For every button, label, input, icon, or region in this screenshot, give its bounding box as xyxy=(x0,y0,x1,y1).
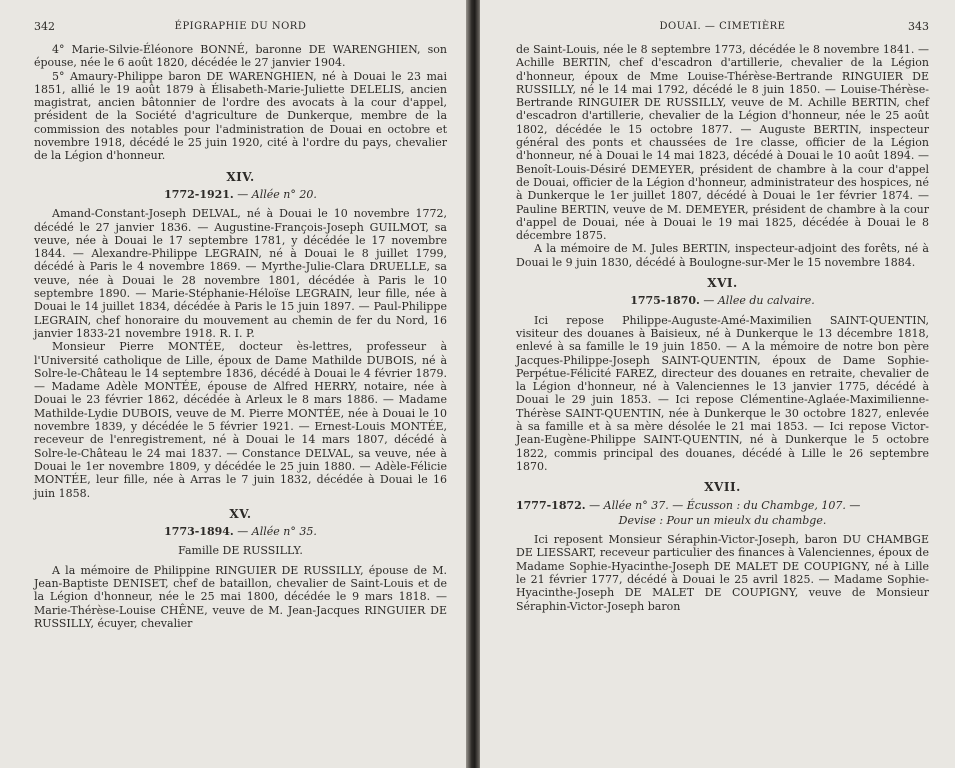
section-allee: — Allée n° 37. — Écusson : du Chambge, 107. — xyxy=(589,498,861,512)
left-page-body xyxy=(34,43,447,630)
section-allee: — Allée n° 35. xyxy=(237,525,317,539)
paragraph: Monsieur Pierre MONTÉE, docteur ès-lettres, professeur à l'Université catholique de Lille, époux de Dame Mathilde DUBOIS, né à Solre-le-Château le 14 septembre 1836, décédé à Douai le 4 février 1879. — Madame Adèle MONTÉE, épouse de Alfred HERRY, notaire, née à Douai le 23 février 1862, décédée à Arleux le 8 mars 1886. — Madame Mathilde-Lydie DUBOIS, veuve de M. Pierre MONTÉE, née à Douai le 10 novembre 1839, y décédée le 5 février 1921. — Ernest-Louis MONTÉE, receveur de l'enregistrement, né à Douai le 14 mars 1807, décédé à Solre-le-Château le 24 mai 1837. — Constance DELVAL, sa veuve, née à Douai le 1er novembre 1809, y décédée le 25 juin 1880. — Adèle-Félicie MONTÉE, leur fille, née à Arras le 7 juin 1832, décédée à Douai le 16 juin 1858. xyxy=(34,340,447,500)
paragraph: Ici reposent Monsieur Séraphin-Victor-Joseph, baron DU CHAMBGE DE LIESSART, receveur particulier des finances à Valenciennes, époux de Madame Sophie-Hyacinthe-Joseph DE MALET DE COUPIGNY, né à Lille le 21 février 1777, décédé à Douai le 25 avril 1825. — Madame Sophie-Hyacinthe-Joseph DE MALET DE COUPIGNY, veuve de Monsieur Séraphin-Victor-Joseph baron xyxy=(516,533,929,613)
paragraph: Amand-Constant-Joseph DELVAL, né à Douai le 10 novembre 1772, décédé le 27 janvier 1836. — Augustine-François-Joseph GUILMOT, sa veuve, née à Douai le 17 septembre 1781, y décédée le 17 novembre 1844. — Alexandre-Philippe LEGRAIN, né à Douai le 8 juillet 1799, décédé à Paris le 4 novembre 1869. — Myrthe-Julie-Clara DRUELLE, sa veuve, née à Douai le 28 novembre 1801, décédée à Paris le 10 septembre 1890. — Marie-Stéphanie-Héloïse LEGRAIN, leur fille, née à Douai le 14 juillet 1834, décédée à Paris le 15 juin 1897. — Paul-Philippe LEGRAIN, chef honoraire du mouvement au chemin de fer du Nord, 16 janvier 1833-21 novembre 1918. R. I. P. xyxy=(34,207,447,340)
section-heading xyxy=(34,188,447,201)
section-number: XVII. xyxy=(704,480,741,495)
section-devise: Devise : Pour un mieulx du chambge. xyxy=(618,513,827,527)
left-page xyxy=(0,0,468,768)
paragraph: 4° Marie-Silvie-Éléonore BONNÉ, baronne DE WARENGHIEN, son épouse, née le 6 août 1820, décédée le 27 janvier 1904. xyxy=(34,43,447,70)
section-number: XIV. xyxy=(226,169,255,184)
right-page-number: 343 xyxy=(908,20,929,33)
section-years: 1772-1921. xyxy=(164,187,234,201)
left-page-number: 342 xyxy=(34,20,55,33)
section-years: 1775-1870. xyxy=(630,294,700,308)
paragraph: 5° Amaury-Philippe baron DE WARENGHIEN, né à Douai le 23 mai 1851, allié le 19 août 1879 à Élisabeth-Marie-Juliette DELELIS, ancien magistrat, ancien bâtonnier de l'ordre des avocats à la cour d'appel, président de la Société d'agriculture de Dunkerque, membre de la commission des notables pour l'administration de Douai en octobre et novembre 1918, décédé le 25 juin 1920, cité à l'ordre du pays, chevalier de la Légion d'honneur. xyxy=(34,69,447,163)
right-page-body xyxy=(516,43,929,613)
section-heading xyxy=(34,525,447,538)
paragraph: Ici repose Philippe-Auguste-Amé-Maximilien SAINT-QUENTIN, visiteur des douanes à Baisieux, né à Dunkerque le 13 décembre 1818, enlevé à sa famille le 19 juin 1850. — A la mémoire de notre bon père Jacques-Philippe-Joseph SAINT-QUENTIN, époux de Dame Sophie-Perpétue-Félicité FAREZ, directeur des douanes en retraite, chevalier de la Légion d'honneur, né à Valenciennes le 13 janvier 1775, décédé à Douai le 29 juin 1853. — Ici repose Clémentine-Aglaée-Maximilienne-Thérèse SAINT-QUENTIN, née à Dunkerque le 30 octobre 1827, enlevée à sa famille et à sa mère désolée le 21 mai 1853. — Ici repose Victor-Jean-Eugène-Philippe SAINT-QUENTIN, né à Dunkerque le 5 octobre 1822, commis principal des douanes, décédé à Lille le 26 septembre 1870. xyxy=(516,313,929,473)
section-number: XVI. xyxy=(707,276,738,291)
paragraph: A la mémoire de M. Jules BERTIN, inspecteur-adjoint des forêts, né à Douai le 9 juin 1830, décédé à Boulogne-sur-Mer le 15 novembre 1884. xyxy=(516,242,929,269)
section-years: 1773-1894. xyxy=(164,525,234,539)
section-heading xyxy=(516,294,929,307)
section-number: XV. xyxy=(229,506,252,521)
section-heading xyxy=(516,499,929,512)
paragraph: A la mémoire de Philippine RINGUIER DE RUSSILLY, épouse de M. Jean-Baptiste DENISET, chef de bataillon, chevalier de Saint-Louis et de la Légion d'honneur, née le 25 mai 1800, décédée le 9 mars 1818. — Marie-Thérèse-Louise CHÊNE, veuve de M. Jean-Jacques RINGUIER DE RUSSILLY, écuyer, chevalier xyxy=(34,563,447,630)
family-heading: Famille DE RUSSILLY. xyxy=(178,544,303,558)
section-allee: — Allee du calvaire. xyxy=(703,294,815,308)
left-running-head: ÉPIGRAPHIE DU NORD xyxy=(174,21,307,32)
section-allee: — Allée n° 20. xyxy=(237,187,317,201)
right-page xyxy=(480,0,955,768)
right-running-head: DOUAI. — CIMETIÈRE xyxy=(659,21,786,32)
paragraph: de Saint-Louis, née le 8 septembre 1773, décédée le 8 novembre 1841. — Achille BERTIN, chef d'escadron d'artillerie, chevalier de la Légion d'honneur, époux de Mme Louise-Thérèse-Bertrande RINGUIER DE RUSSILLY, né le 14 mai 1792, décédé le 8 juin 1850. — Louise-Thérèse-Bertrande RINGUIER DE RUSSILLY, veuve de M. Achille BERTIN, chef d'escadron d'artillerie, chevalier de la Légion d'honneur, née le 25 août 1802, décédée le 15 octobre 1877. — Auguste BERTIN, inspecteur général des ponts et chaussées de 1re classe, officier de la Légion d'honneur, né à Douai le 14 mai 1823, décédé à Douai le 10 août 1894. — Benoît-Louis-Désiré DEMEYER, président de chambre à la cour d'appel de Douai, officier de la Légion d'honneur, administrateur des hospices, né à Dunkerque le 1er juillet 1807, décédé à Douai le 1er février 1874. — Pauline BERTIN, veuve de M. DEMEYER, président de chambre à la cour d'appel de Douai, née à Douai le 19 mai 1825, décédée à Douai le 8 décembre 1875. xyxy=(516,43,929,243)
section-years: 1777-1872. xyxy=(516,498,586,512)
